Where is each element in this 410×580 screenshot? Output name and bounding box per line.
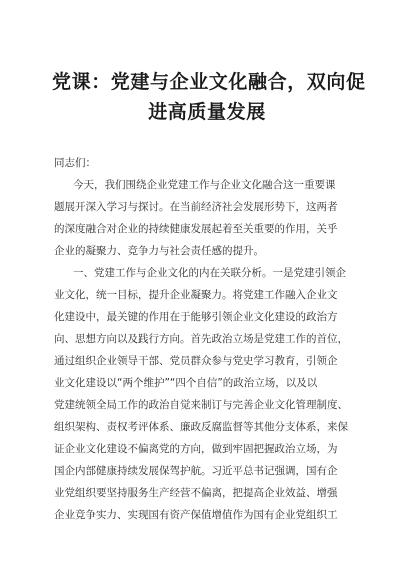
body-line: 的深度融合对企业的持续健康发展起着至关重要的作用，关乎 (54, 223, 338, 235)
body-line: 向、思想方向以及践行方向。首先政治立场是党建工作的首位， (54, 333, 348, 345)
body-line: 国企内部健康持续发展保驾护航。习近平总书记强调，国有企 (54, 465, 338, 477)
salutation: 同志们： (54, 157, 96, 169)
body-line: 企业竞争实力、实现国有资产保值增值作为国有企业党组织工 (54, 509, 338, 521)
body-line: 证企业文化建设不偏离党的方向，做到牢固把握政治立场，为 (54, 443, 338, 455)
body-line: 组织架构、责权考评体系、廉政反腐监督等其他分支体系，来保 (54, 421, 348, 433)
body-line: 党建统领全局工作的政治自觉来制订与完善企业文化管理制度、 (54, 399, 348, 411)
body-line: 业文化建设以“两个维护”“四个自信”的政治立场，以及以 (54, 377, 318, 389)
body-line: 化建设中，最关键的作用在于能够引领企业文化建设的政治方 (54, 311, 338, 323)
body-line: 通过组织企业领导干部、党员群众参与党史学习教育，引领企 (54, 355, 338, 367)
body-line: 业文化，统一目标，提升企业凝聚力。将党建工作融入企业文 (54, 289, 338, 301)
body-line: 业党组织要坚持服务生产经营不偏离，把提高企业效益、增强 (54, 487, 338, 499)
body-line: 企业的凝聚力、竞争力与社会责任感的提升。 (54, 245, 264, 257)
body-line: 今天，我们围绕企业党建工作与企业文化融合这一重要课 (73, 179, 336, 191)
document-title-line-2: 进高质量发展 (148, 101, 266, 123)
document-title-line-1: 党课：党建与企业文化融合，双向促 (52, 71, 366, 93)
body-line: 题展开深入学习与探讨。在当前经济社会发展形势下，这两者 (54, 201, 338, 213)
body-line: 一、党建工作与企业文化的内在关联分析。一是党建引领企 (73, 267, 346, 279)
